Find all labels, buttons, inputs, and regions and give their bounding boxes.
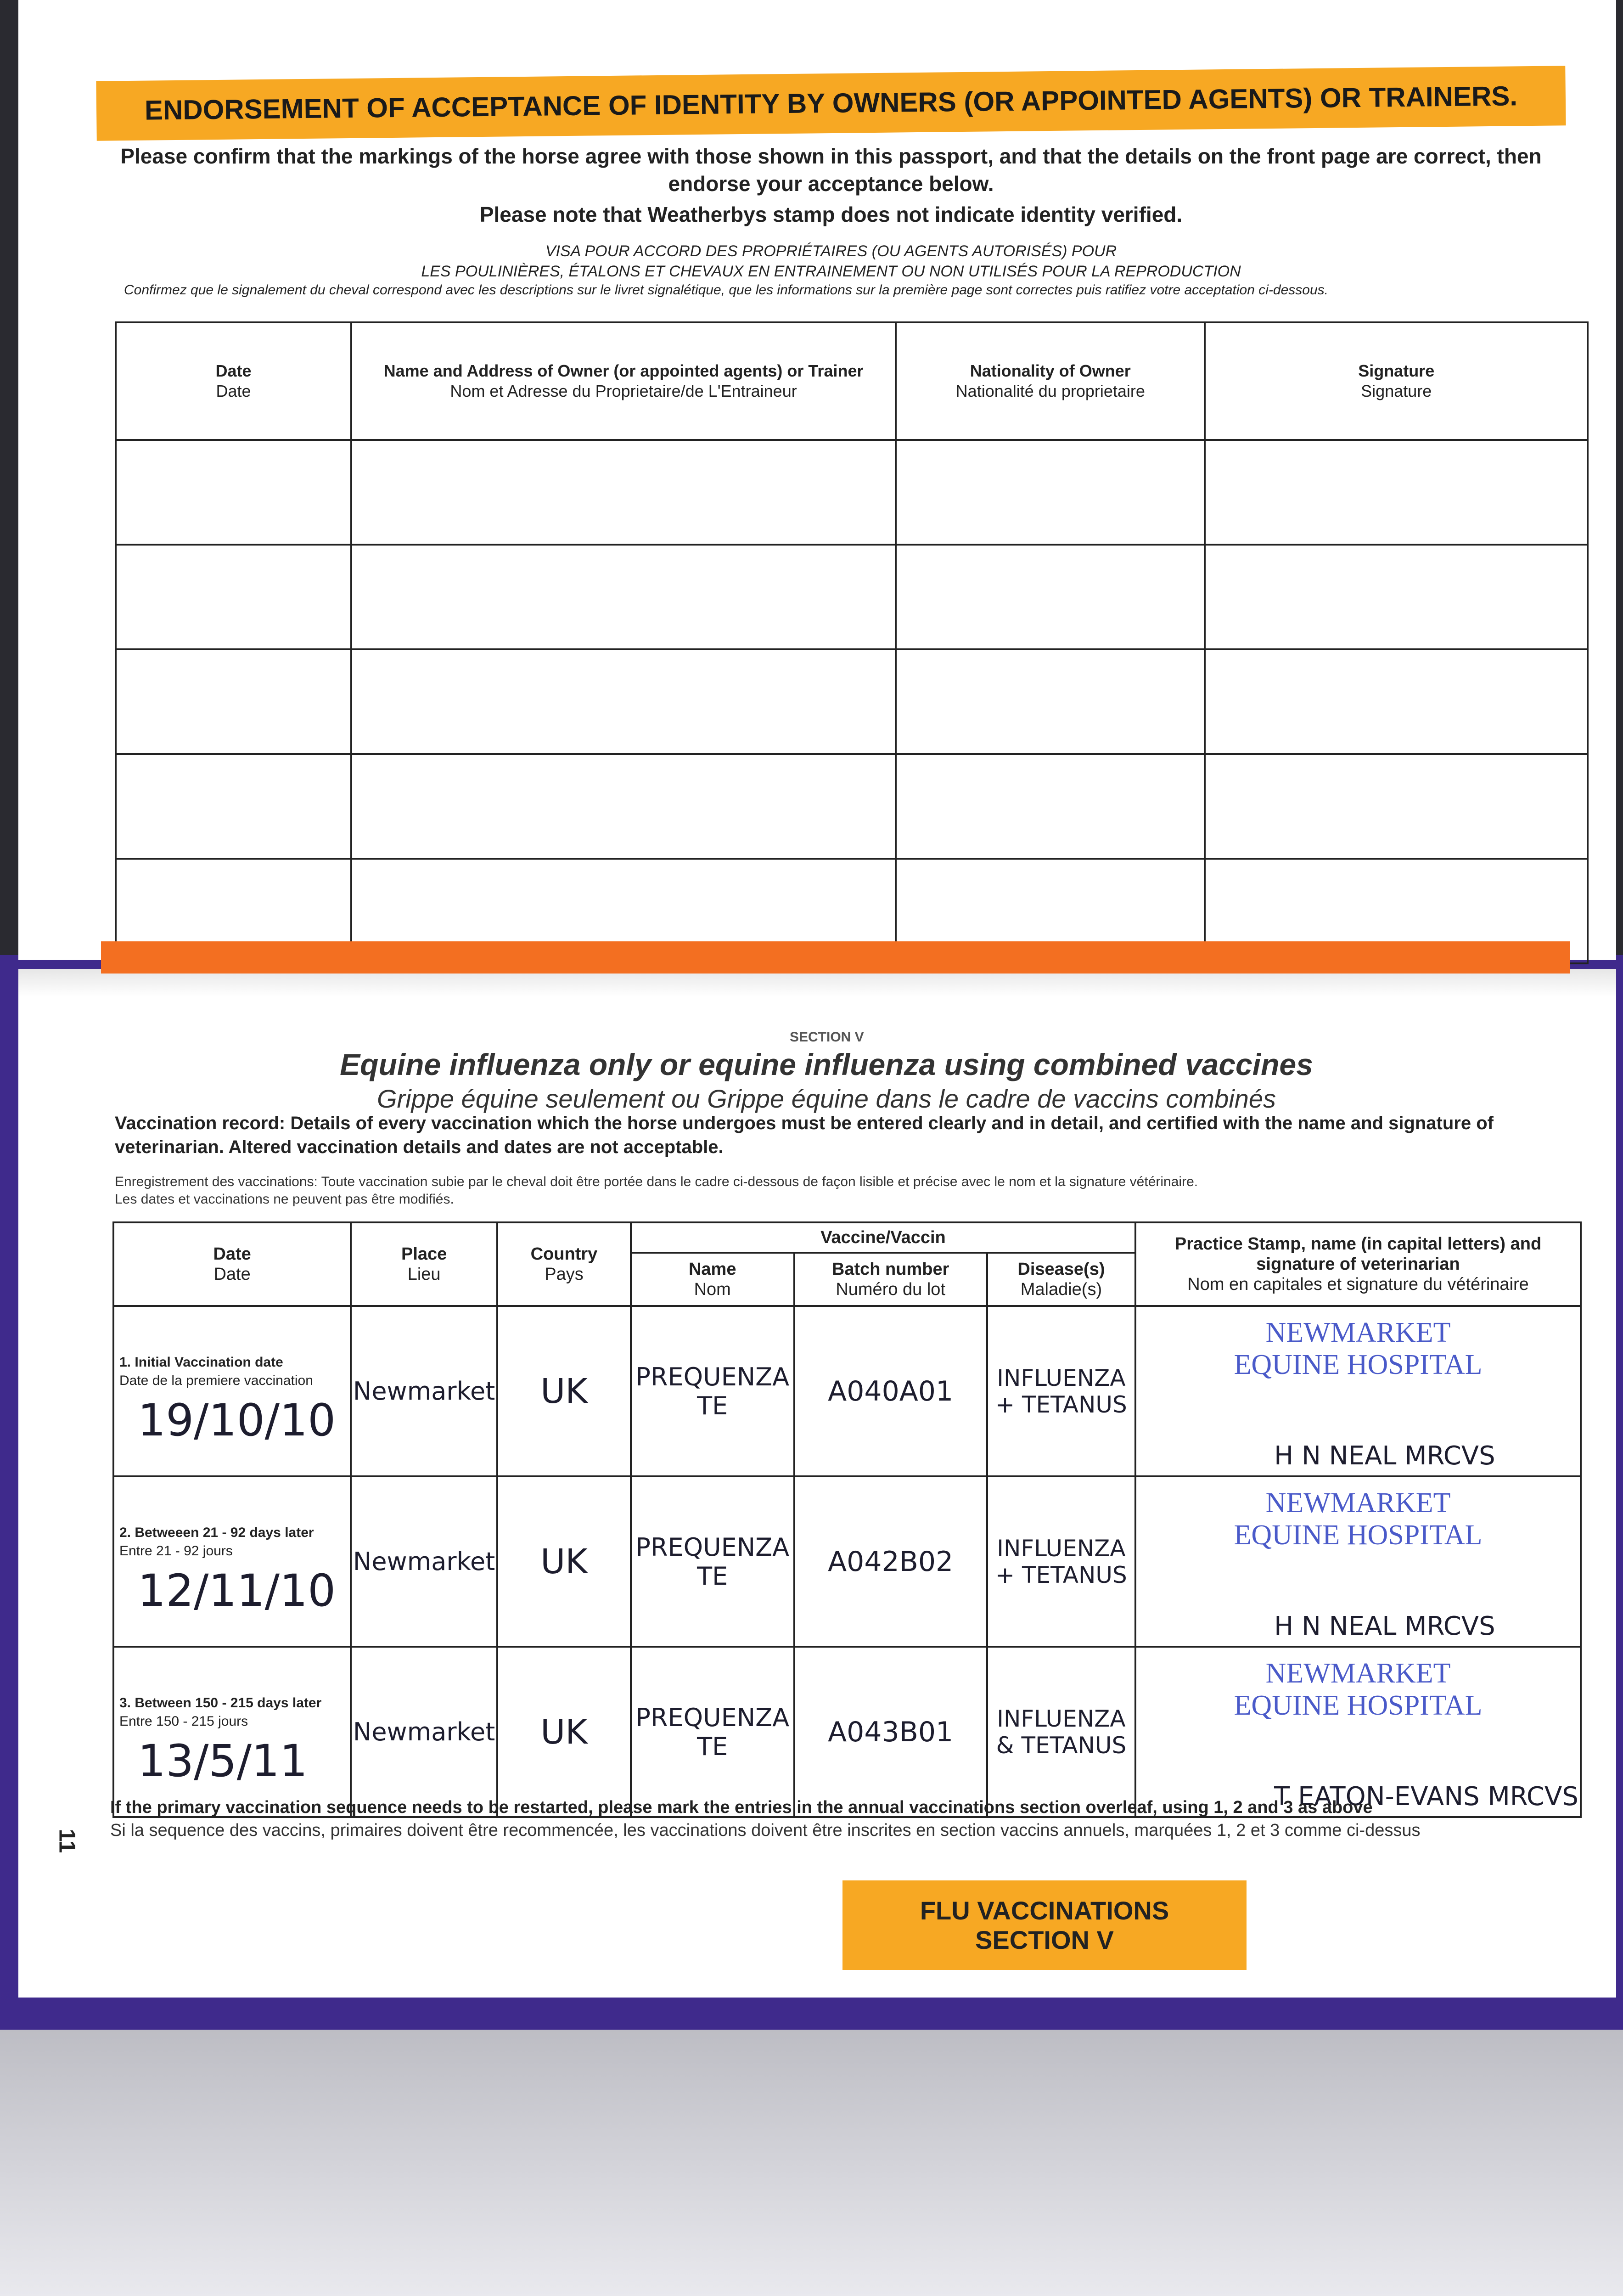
country-cell[interactable]: [497, 1306, 631, 1476]
col-country: Country Pays: [497, 1222, 631, 1306]
country-value: UK: [540, 1542, 588, 1581]
batch-value: A040A01: [828, 1375, 954, 1407]
batch-cell[interactable]: [794, 1476, 987, 1647]
disease-value: INFLUENZA & TETANUS: [996, 1705, 1127, 1759]
table-row: [116, 754, 1588, 859]
place-cell[interactable]: [351, 1306, 497, 1476]
vaccine-name: PREQUENZA TE: [635, 1532, 790, 1591]
place-value: Newmarket: [353, 1377, 495, 1406]
batch-cell[interactable]: [794, 1647, 987, 1817]
entry-cell[interactable]: [896, 649, 1205, 754]
vet-name: H N NEAL MRCVS: [1274, 1441, 1495, 1471]
row-label: 2. Betweeen 21 - 92 days later: [119, 1525, 314, 1540]
vet-name: H N NEAL MRCVS: [1274, 1611, 1495, 1641]
weatherbys-note: Please note that Weatherbys stamp does not indicate identity verified.: [479, 203, 1183, 226]
date-cell[interactable]: [113, 1476, 351, 1647]
disease-cell[interactable]: [987, 1306, 1135, 1476]
table-row: [116, 545, 1588, 649]
restart-note-french: Si la sequence des vaccins, primaires doivent être recommencée, les vaccinations doivent être inscrites en section vaccins annuels, marquées 1, 2 et 3 comme ci-dessus: [110, 1821, 1421, 1840]
confirm-french: Confirmez que le signalement du cheval correspond avec les descriptions sur le livret signalétique, que les informations sur la première page sont correctes puis ratifiez votre acceptation ci-dessous.: [124, 282, 1328, 298]
visa-line-2: LES POULINIÈRES, ÉTALONS ET CHEVAUX EN ENTRAINEMENT OU NON UTILISÉS POUR LA REPRODUCTION: [421, 263, 1241, 280]
place-value: Newmarket: [353, 1547, 495, 1576]
place-cell[interactable]: [351, 1476, 497, 1647]
country-cell[interactable]: [497, 1647, 631, 1817]
col-date: Date Date: [116, 322, 351, 440]
stamp-cell[interactable]: [1135, 1476, 1581, 1647]
entry-cell[interactable]: [1205, 545, 1588, 649]
entry-cell[interactable]: [1205, 649, 1588, 754]
name-cell[interactable]: [631, 1476, 794, 1647]
vaccination-date: 19/10/10: [138, 1395, 336, 1446]
vaccination-table: [112, 1221, 1582, 1818]
name-cell[interactable]: [631, 1647, 794, 1817]
vet-name: T EATON-EVANS MRCVS: [1274, 1782, 1578, 1812]
vacc-header-row: [113, 1222, 1581, 1253]
endorsement-header-row: [116, 322, 1588, 440]
vaccine-name: PREQUENZA TE: [635, 1703, 790, 1761]
disease-cell[interactable]: [987, 1476, 1135, 1647]
vaccinations-banner: [101, 941, 1570, 974]
vaccination-date: 12/11/10: [138, 1565, 336, 1616]
col-vaccine: Vaccine/Vaccin: [631, 1222, 1135, 1253]
col-name: Name Nom: [631, 1253, 794, 1306]
country-cell[interactable]: [497, 1476, 631, 1647]
batch-cell[interactable]: [794, 1306, 987, 1476]
batch-value: A043B01: [828, 1716, 954, 1748]
stamp-cell[interactable]: [1135, 1306, 1581, 1476]
table-row: [113, 1647, 1581, 1817]
endorsement-banner: ENDORSEMENT OF ACCEPTANCE OF IDENTITY BY OWNERS (OR APPOINTED AGENTS) OR TRAINERS.: [96, 66, 1566, 141]
entry-cell[interactable]: [351, 545, 896, 649]
row-label-fr: Entre 21 - 92 jours: [119, 1543, 233, 1559]
entry-cell[interactable]: [896, 545, 1205, 649]
entry-cell[interactable]: [1205, 754, 1588, 859]
col-batch: Batch number Numéro du lot: [794, 1253, 987, 1306]
row-label: 3. Between 150 - 215 days later: [119, 1695, 322, 1711]
row-label-fr: Entre 150 - 215 jours: [119, 1714, 248, 1729]
visa-line-1: VISA POUR ACCORD DES PROPRIÉTAIRES (OU AGENTS AUTORISÉS) POUR: [545, 242, 1117, 260]
disease-value: INFLUENZA + TETANUS: [995, 1535, 1127, 1588]
table-row: [116, 440, 1588, 545]
endorsement-table: [115, 321, 1589, 964]
top-page: [18, 0, 1616, 960]
col-owner: Name and Address of Owner (or appointed agents) or Trainer Nom et Adresse du Proprietaire/de L'Entraineur: [351, 322, 896, 440]
vaccination-date: 13/5/11: [138, 1735, 308, 1787]
col-stamp: Practice Stamp, name (in capital letters) and signature of veterinarian Nom en capitales et signature du vétérinaire: [1135, 1222, 1581, 1306]
col-date: Date Date: [113, 1222, 351, 1306]
row-label-fr: Date de la premiere vaccination: [119, 1373, 313, 1388]
country-value: UK: [540, 1371, 588, 1411]
restart-note: If the primary vaccination sequence needs to be restarted, please mark the entries in the annual vaccinations section overleaf, using 1, 2 and 3 as above: [110, 1798, 1373, 1817]
batch-value: A042B02: [828, 1545, 954, 1578]
entry-cell[interactable]: [116, 649, 351, 754]
country-value: UK: [540, 1712, 588, 1752]
record-fr-line-2: Les dates et vaccinations ne peuvent pas être modifiés.: [115, 1192, 454, 1207]
record-fr-line-1: Enregistrement des vaccinations: Toute vaccination subie par le cheval doit être portée dans le cadre ci-dessous de façon lisible et précise avec le nom et la signature vétérinaire.: [115, 1174, 1198, 1189]
entry-cell[interactable]: [351, 754, 896, 859]
stamp-cell[interactable]: [1135, 1647, 1581, 1817]
col-disease: Disease(s) Maladie(s): [987, 1253, 1135, 1306]
date-cell[interactable]: [113, 1647, 351, 1817]
practice-stamp: NEWMARKET EQUINE HOSPITAL: [1234, 1487, 1483, 1551]
table-row: [116, 649, 1588, 754]
col-signature: Signature Signature: [1205, 322, 1588, 440]
date-cell[interactable]: [113, 1306, 351, 1476]
section-title-french: Grippe équine seulement ou Grippe équine dans le cadre de vaccins combinés: [376, 1084, 1276, 1113]
place-cell[interactable]: [351, 1647, 497, 1817]
entry-cell[interactable]: [896, 754, 1205, 859]
entry-cell[interactable]: [896, 440, 1205, 545]
vaccination-record-note: Vaccination record: Details of every vaccination which the horse undergoes must be entered clearly and in detail, and certified with the name and signature of veterinarian. Altered vaccination details and dates are not acceptable.: [115, 1113, 1494, 1157]
entry-cell[interactable]: [116, 440, 351, 545]
visa-text: [96, 241, 1566, 281]
disease-cell[interactable]: [987, 1647, 1135, 1817]
col-place: Place Lieu: [351, 1222, 497, 1306]
entry-cell[interactable]: [116, 545, 351, 649]
name-cell[interactable]: [631, 1306, 794, 1476]
practice-stamp: NEWMARKET EQUINE HOSPITAL: [1234, 1658, 1483, 1721]
page-number: 11: [54, 1829, 80, 1853]
entry-cell[interactable]: [1205, 440, 1588, 545]
section-title: Equine influenza only or equine influenza using combined vaccines: [340, 1047, 1313, 1081]
entry-cell[interactable]: [351, 440, 896, 545]
table-surface: [0, 2030, 1623, 2296]
vaccination-record-french: [115, 1173, 1584, 1208]
tab-line-2: SECTION V: [975, 1925, 1114, 1954]
disease-value: INFLUENZA + TETANUS: [995, 1364, 1127, 1418]
endorsement-instruction: Please confirm that the markings of the horse agree with those shown in this passport, and that the details on the front page are correct, then endorse your acceptance below.: [120, 144, 1542, 196]
practice-stamp: NEWMARKET EQUINE HOSPITAL: [1234, 1317, 1483, 1380]
col-nationality: Nationality of Owner Nationalité du proprietaire: [896, 322, 1205, 440]
entry-cell[interactable]: [351, 649, 896, 754]
row-label: 1. Initial Vaccination date: [119, 1355, 283, 1370]
entry-cell[interactable]: [116, 754, 351, 859]
table-row: [113, 1476, 1581, 1647]
flu-vaccinations-tab[interactable]: [842, 1880, 1247, 1970]
vaccine-name: PREQUENZA TE: [635, 1362, 790, 1420]
place-value: Newmarket: [353, 1717, 495, 1746]
table-row: [113, 1306, 1581, 1476]
section-label: SECTION V: [790, 1030, 864, 1045]
tab-line-1: FLU VACCINATIONS: [920, 1896, 1169, 1925]
